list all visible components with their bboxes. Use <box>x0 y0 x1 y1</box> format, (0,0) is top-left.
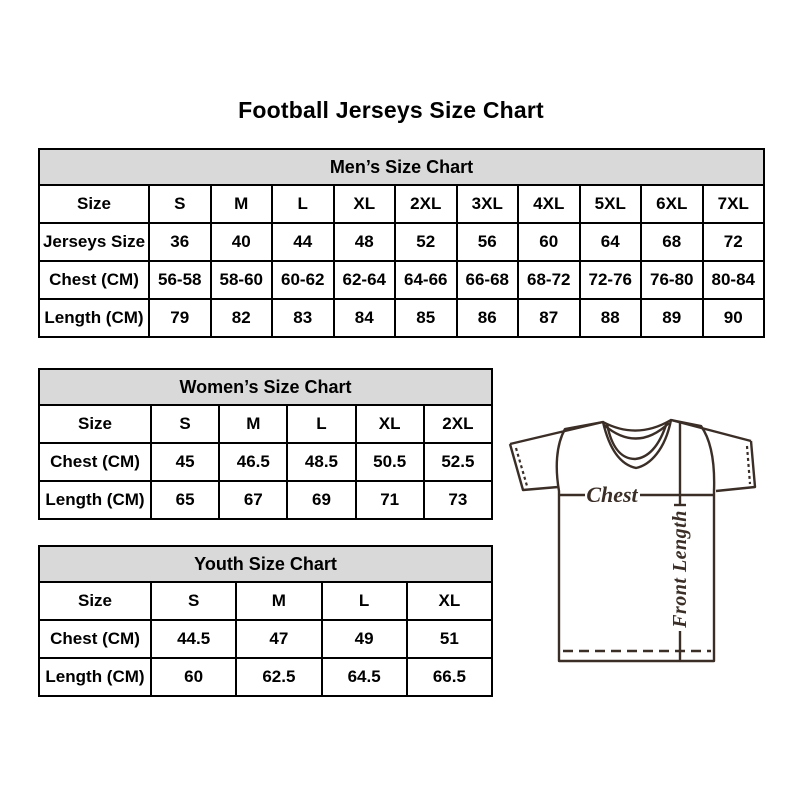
table-cell: S <box>149 185 211 223</box>
mens-table-title: Men’s Size Chart <box>39 149 764 185</box>
table-cell: 60-62 <box>272 261 334 299</box>
table-cell: 86 <box>457 299 519 337</box>
table-cell: 88 <box>580 299 642 337</box>
table-cell: XL <box>334 185 396 223</box>
table-cell: 83 <box>272 299 334 337</box>
table-cell: 56 <box>457 223 519 261</box>
table-cell: 84 <box>334 299 396 337</box>
table-cell: 2XL <box>395 185 457 223</box>
table-cell: 47 <box>236 620 321 658</box>
row-label: Size <box>39 185 149 223</box>
row-label: Length (CM) <box>39 658 151 696</box>
mens-size-table <box>38 148 765 338</box>
table-cell: 90 <box>703 299 765 337</box>
table-cell: 40 <box>211 223 273 261</box>
table-cell: 58-60 <box>211 261 273 299</box>
table-cell: 2XL <box>424 405 492 443</box>
table-cell: 44.5 <box>151 620 236 658</box>
table-cell: 72-76 <box>580 261 642 299</box>
row-label: Chest (CM) <box>39 443 151 481</box>
row-label: Length (CM) <box>39 299 149 337</box>
table-cell: 69 <box>287 481 355 519</box>
table-cell: 62-64 <box>334 261 396 299</box>
row-label: Length (CM) <box>39 481 151 519</box>
table-cell: 73 <box>424 481 492 519</box>
table-cell: 44 <box>272 223 334 261</box>
womens-size-table <box>38 368 493 520</box>
table-cell: 60 <box>518 223 580 261</box>
table-cell: 82 <box>211 299 273 337</box>
front-length-label: Front Length <box>669 510 691 628</box>
table-row <box>39 299 764 337</box>
table-row <box>39 261 764 299</box>
table-row <box>39 405 492 443</box>
table-cell: 64.5 <box>322 658 407 696</box>
youth-table-title: Youth Size Chart <box>39 546 492 582</box>
table-cell: 65 <box>151 481 219 519</box>
table-cell: 50.5 <box>356 443 424 481</box>
table-cell: S <box>151 582 236 620</box>
table-cell: 48 <box>334 223 396 261</box>
table-row <box>39 620 492 658</box>
row-label: Chest (CM) <box>39 620 151 658</box>
table-cell: 52.5 <box>424 443 492 481</box>
right-cuff-stitch-line <box>747 446 750 484</box>
table-cell: 49 <box>322 620 407 658</box>
table-cell: 71 <box>356 481 424 519</box>
table-cell: M <box>211 185 273 223</box>
table-cell: L <box>322 582 407 620</box>
youth-size-table <box>38 545 493 697</box>
table-cell: 52 <box>395 223 457 261</box>
table-cell: S <box>151 405 219 443</box>
table-cell: 7XL <box>703 185 765 223</box>
table-cell: XL <box>356 405 424 443</box>
table-cell: L <box>287 405 355 443</box>
jersey-right-shoulder-line <box>671 420 751 441</box>
table-cell: 79 <box>149 299 211 337</box>
table-cell: 56-58 <box>149 261 211 299</box>
table-cell: M <box>236 582 321 620</box>
table-cell: XL <box>407 582 492 620</box>
table-row <box>39 658 492 696</box>
jersey-left-sleeve <box>510 444 558 490</box>
table-cell: 68 <box>641 223 703 261</box>
table-cell: L <box>272 185 334 223</box>
table-row <box>39 443 492 481</box>
row-label: Size <box>39 582 151 620</box>
table-cell: 62.5 <box>236 658 321 696</box>
table-cell: 64-66 <box>395 261 457 299</box>
table-cell: 48.5 <box>287 443 355 481</box>
table-cell: 36 <box>149 223 211 261</box>
table-cell: 51 <box>407 620 492 658</box>
table-header-row <box>39 546 492 582</box>
jersey-left-shoulder-line <box>510 422 603 444</box>
table-cell: 89 <box>641 299 703 337</box>
table-cell: 46.5 <box>219 443 287 481</box>
table-cell: 60 <box>151 658 236 696</box>
table-cell: 68-72 <box>518 261 580 299</box>
row-label: Size <box>39 405 151 443</box>
table-cell: 64 <box>580 223 642 261</box>
table-row <box>39 582 492 620</box>
table-cell: 45 <box>151 443 219 481</box>
table-cell: 3XL <box>457 185 519 223</box>
table-header-row <box>39 369 492 405</box>
row-label: Jerseys Size <box>39 223 149 261</box>
table-cell: 5XL <box>580 185 642 223</box>
table-cell: 66-68 <box>457 261 519 299</box>
table-cell: 66.5 <box>407 658 492 696</box>
table-row <box>39 185 764 223</box>
womens-table-title: Women’s Size Chart <box>39 369 492 405</box>
jersey-measurement-diagram <box>498 393 778 673</box>
table-cell: M <box>219 405 287 443</box>
table-cell: 76-80 <box>641 261 703 299</box>
table-header-row <box>39 149 764 185</box>
table-cell: 4XL <box>518 185 580 223</box>
table-cell: 72 <box>703 223 765 261</box>
row-label: Chest (CM) <box>39 261 149 299</box>
table-cell: 67 <box>219 481 287 519</box>
table-cell: 87 <box>518 299 580 337</box>
table-cell: 6XL <box>641 185 703 223</box>
table-row <box>39 223 764 261</box>
table-row <box>39 481 492 519</box>
chest-label: Chest <box>586 482 638 507</box>
table-cell: 85 <box>395 299 457 337</box>
table-cell: 80-84 <box>703 261 765 299</box>
page-title: Football Jerseys Size Chart <box>238 97 544 123</box>
